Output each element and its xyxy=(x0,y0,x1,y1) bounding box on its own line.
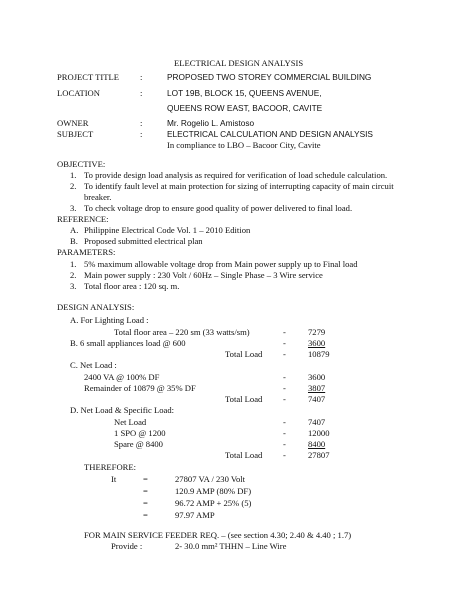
location-line-2: QUEENS ROW EAST, BACOOR, CAVITE xyxy=(167,103,323,113)
parameter-num-2: 2. xyxy=(70,270,77,280)
design-d-total: 27807 xyxy=(308,450,330,460)
parameter-item-3: Total floor area : 120 sq. m. xyxy=(84,281,180,291)
objective-item-2: To identify fault level at main protection for sizing of interrupting capacity of main circuit xyxy=(84,181,394,191)
owner-label: OWNER xyxy=(57,118,89,128)
reference-item-b: Proposed submitted electrical plan xyxy=(84,236,203,246)
subject-sep: : xyxy=(140,129,143,139)
design-c-line-2: Remainder of 10879 @ 35% DF xyxy=(84,383,196,393)
parameter-item-2: Main power supply : 230 Volt / 60Hz – Single Phase – 3 Wire service xyxy=(84,270,323,280)
document-title: ELECTRICAL DESIGN ANALYSIS xyxy=(174,58,304,68)
objective-item-1: To provide design load analysis as required for verification of load schedule calculation. xyxy=(84,170,388,180)
total-load-label: Total Load xyxy=(225,349,263,359)
dash: - xyxy=(283,383,286,393)
design-d-line-1: Net Load xyxy=(114,417,147,427)
subject-label: SUBJECT xyxy=(57,129,94,139)
design-d-line-2: 1 SPO @ 1200 xyxy=(114,428,166,438)
dash: - xyxy=(283,428,286,438)
reference-num-b: B. xyxy=(70,236,78,246)
owner-value: Mr. Rogelio L. Amistoso xyxy=(167,118,255,128)
therefore-line-1: 27807 VA / 230 Volt xyxy=(175,474,246,484)
dash: - xyxy=(283,450,286,460)
equals-sign: = xyxy=(143,486,148,496)
objective-item-2-cont: breaker. xyxy=(84,192,112,202)
dash: - xyxy=(283,372,286,382)
equals-sign: = xyxy=(143,498,148,508)
subject-value: ELECTRICAL CALCULATION AND DESIGN ANALYSIS xyxy=(167,129,373,139)
design-a-heading: A. For Lighting Load : xyxy=(70,315,149,325)
project-title-label: PROJECT TITLE xyxy=(57,72,119,82)
dash: - xyxy=(283,338,286,348)
project-title-sep: : xyxy=(140,72,143,82)
design-ab-total: 10879 xyxy=(308,349,330,359)
total-load-label: Total Load xyxy=(225,394,263,404)
therefore-line-2: 120.9 AMP (80% DF) xyxy=(175,486,252,496)
design-c-value-2: 3807 xyxy=(308,383,326,393)
design-c-value-1: 3600 xyxy=(308,372,326,382)
reference-num-a: A. xyxy=(70,225,79,235)
design-d-value-2: 12000 xyxy=(308,428,330,438)
design-d-value-3: 8400 xyxy=(308,439,326,449)
design-b-value: 3600 xyxy=(308,338,326,348)
reference-heading: REFERENCE: xyxy=(57,214,109,224)
dash: - xyxy=(283,394,286,404)
objective-num-3: 3. xyxy=(70,203,77,213)
objective-num-2: 2. xyxy=(70,181,77,191)
design-a-value-1: 7279 xyxy=(308,327,326,337)
subject-note: In compliance to LBO – Bacoor City, Cavite xyxy=(167,140,321,150)
objective-item-3: To check voltage drop to ensure good quality of power delivered to final load. xyxy=(84,203,353,213)
feeder-heading: FOR MAIN SERVICE FEEDER REQ. – (see section 4.30; 2.40 & 4.40 ; 1.7) xyxy=(84,530,352,540)
equals-sign: = xyxy=(143,474,148,484)
dash: - xyxy=(283,417,286,427)
provide-label: Provide : xyxy=(111,541,143,551)
project-title-value: PROPOSED TWO STOREY COMMERCIAL BUILDING xyxy=(167,72,372,82)
design-d-heading: D. Net Load & Specific Load: xyxy=(70,405,175,415)
parameters-heading: PARAMETERS: xyxy=(57,247,116,257)
design-a-line-1: Total floor area – 220 sm (33 watts/sm) xyxy=(114,327,250,337)
reference-item-a: Philippine Electrical Code Vol. 1 – 2010 Edition xyxy=(84,225,251,235)
location-sep: : xyxy=(140,88,143,98)
parameter-item-1: 5% maximum allowable voltage drop from Main power supply up to Final load xyxy=(84,259,358,269)
therefore-heading: THEREFORE: xyxy=(84,462,137,472)
therefore-line-3: 96.72 AMP + 25% (5) xyxy=(175,498,252,508)
equals-sign: = xyxy=(143,510,148,520)
design-c-total: 7407 xyxy=(308,394,326,404)
design-heading: DESIGN ANALYSIS: xyxy=(57,302,135,312)
therefore-variable: It xyxy=(111,474,117,484)
design-d-line-3: Spare @ 8400 xyxy=(114,439,163,449)
dash: - xyxy=(283,439,286,449)
objective-num-1: 1. xyxy=(70,170,77,180)
design-d-value-1: 7407 xyxy=(308,417,326,427)
provide-value: 2- 30.0 mm² THHN – Line Wire xyxy=(175,541,287,551)
dash: - xyxy=(283,327,286,337)
parameter-num-1: 1. xyxy=(70,259,77,269)
design-c-line-1: 2400 VA @ 100% DF xyxy=(84,372,160,382)
location-label: LOCATION xyxy=(57,88,100,98)
parameter-num-3: 3. xyxy=(70,281,77,291)
location-line-1: LOT 19B, BLOCK 15, QUEENS AVENUE, xyxy=(167,88,322,98)
owner-sep: : xyxy=(140,118,143,128)
dash: - xyxy=(283,349,286,359)
design-b-line: B. 6 small appliances load @ 600 xyxy=(70,338,186,348)
total-load-label: Total Load xyxy=(225,450,263,460)
design-c-heading: C. Net Load : xyxy=(70,360,117,370)
objective-heading: OBJECTIVE: xyxy=(57,159,106,169)
therefore-line-4: 97.97 AMP xyxy=(175,510,215,520)
